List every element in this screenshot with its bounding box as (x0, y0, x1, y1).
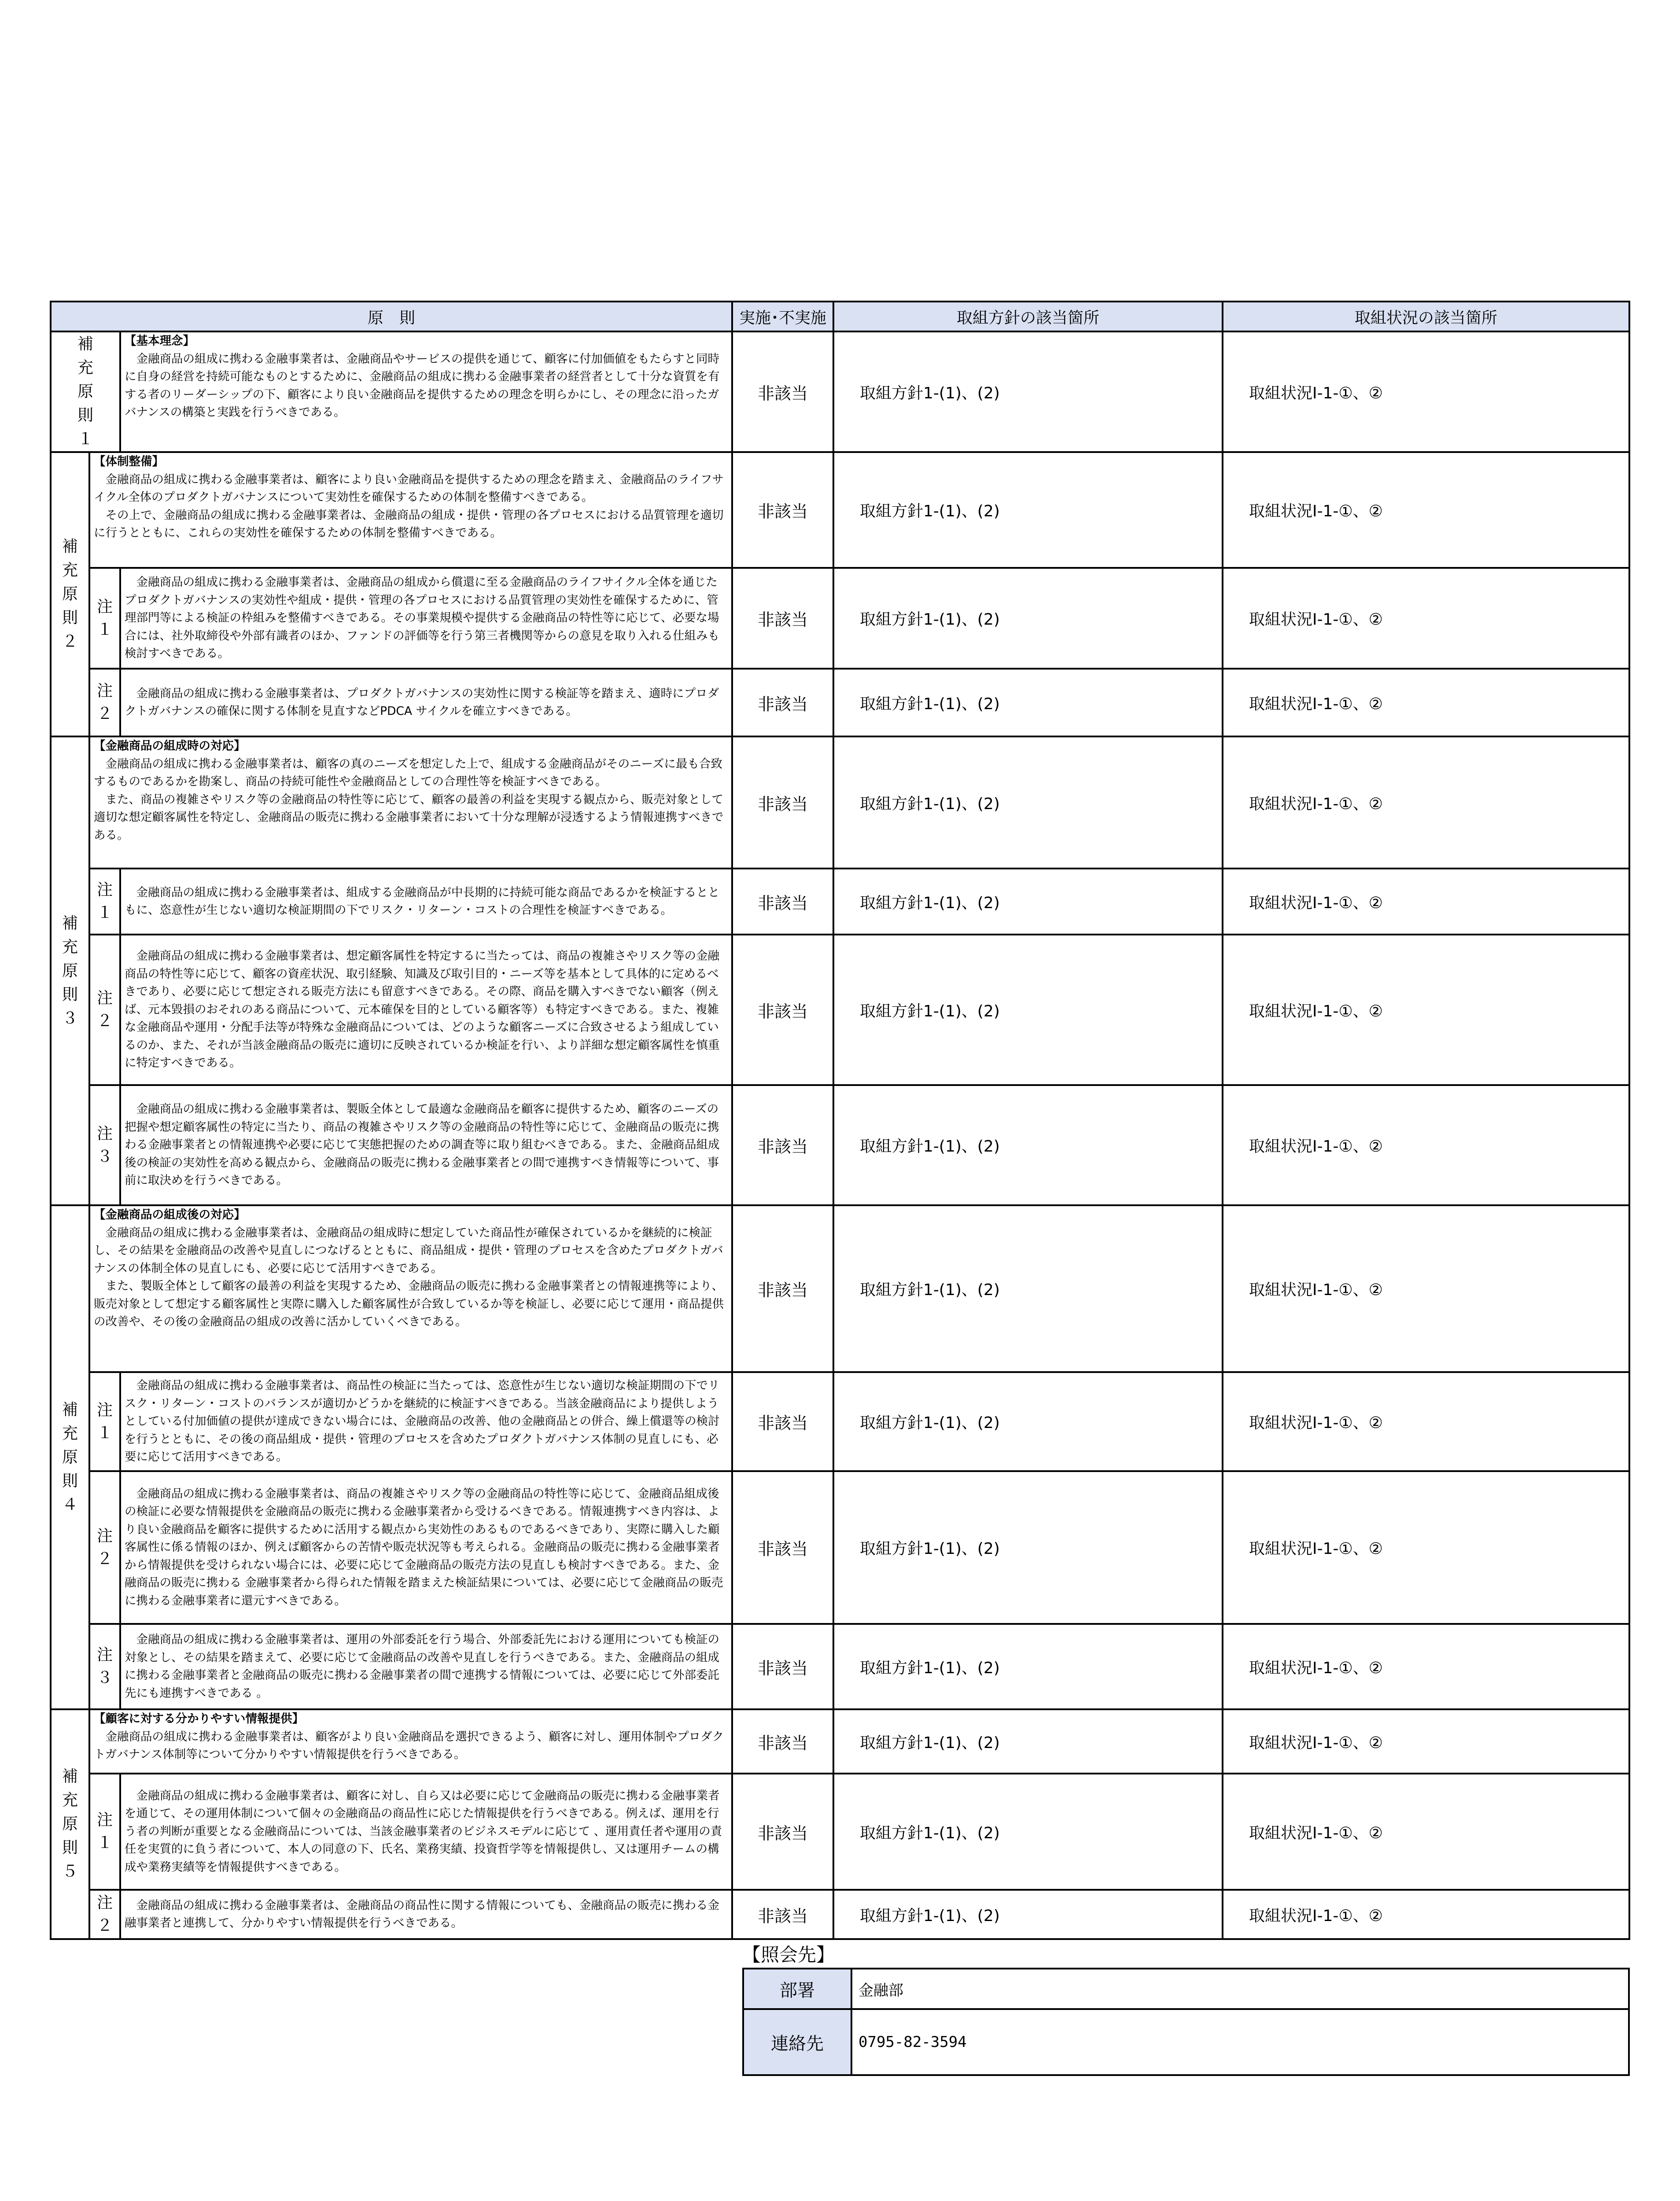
header-situation: 取組状況の該当箇所 (1223, 302, 1629, 331)
note-label (89, 1624, 120, 1709)
principle-caption: 【顧客に対する分かりやすい情報提供】 (94, 1712, 304, 1726)
principle-paragraph: 金融商品の組成に携わる金融事業者は、製販全体として最適な金融商品を顧客に提供するため、顧客のニーズの把握や想定顧客属性の特定に当たり、商品の複雑さやリスク等の金融商品の特性等に応じて、金融商品の販売に携わる金融事業者との情報連携や必要に応じて実態把握のための調査等に取り組むべきである。また、金融商品組成後の検証の実効性を高める観点から、金融商品の販売に携わる金融事業者との間で連携すべき情報等について、事前に取決めを行うべきである。 (125, 1102, 720, 1188)
principle-paragraph: 金融商品の組成に携わる金融事業者は、金融商品の商品性に関する情報についても、金融商品の販売に携わる金融事業者と連携して、分かりやすい情報提供を行うべきである。 (125, 1898, 719, 1930)
note-label (89, 669, 120, 736)
table-row (51, 935, 1629, 1085)
principle-paragraph: 金融商品の組成に携わる金融事業者は、顧客に対し、自ら又は必要に応じて金融商品の販売に携わる金融事業者を通じて、その運用体制について個々の金融商品の商品性に応じた情報提供を行うべきである。例えば、運用を行う者の判断が重要となる金融商品については、当該金融事業者のビジネスモデルに応じて 、運用責任者や運用の責任を実質的に負う者について、本人の同意の下、氏名、業務実績、投資哲学等を情報提供し、又は運用チームの構成や業務実績等を情報提供すべきである。 (125, 1789, 722, 1874)
note-label (89, 568, 120, 669)
note-label-text: 注２ (96, 682, 113, 723)
note-label (89, 1372, 120, 1471)
policy-reference: 取組方針1-(1)、(2) (833, 568, 1223, 669)
principle-text (120, 1890, 732, 1939)
note-label-text: 注１ (96, 597, 113, 639)
contact-heading: 【照会先】 (742, 1944, 835, 1965)
situation-reference: 取組状況Ⅰ-1-①、② (1223, 568, 1629, 669)
status-cell: 非該当 (732, 452, 833, 568)
principle-text (120, 1372, 732, 1471)
principles-table (50, 301, 1630, 1940)
principle-paragraph: また、商品の複雑さやリスク等の金融商品の特性等に応じて、顧客の最善の利益を実現する観点から、販売対象として適切な想定顧客属性を特定し、金融商品の販売に携わる金融事業者において十分な理解が浸透するよう情報連携すべきである。 (94, 792, 724, 842)
policy-reference: 取組方針1-(1)、(2) (833, 1624, 1223, 1709)
status-cell: 非該当 (732, 1624, 833, 1709)
policy-reference: 取組方針1-(1)、(2) (833, 1205, 1223, 1372)
note-label-text: 注３ (96, 1124, 113, 1166)
situation-reference: 取組状況Ⅰ-1-①、② (1223, 1774, 1629, 1890)
situation-reference: 取組状況Ⅰ-1-①、② (1223, 935, 1629, 1085)
phone-label: 連絡先 (743, 2009, 851, 2075)
policy-reference: 取組方針1-(1)、(2) (833, 935, 1223, 1085)
status-cell: 非該当 (732, 1471, 833, 1624)
principle-paragraph: また、製販全体として顧客の最善の利益を実現するため、金融商品の販売に携わる金融事業者との情報連携等により、販売対象として想定する顧客属性と実際に購入した顧客属性が合致しているか等を検証し、必要に応じて運用・商品提供の改善や、その後の金融商品の組成の改善に活かしていくべきである。 (94, 1279, 724, 1329)
principle-text (120, 935, 732, 1085)
situation-reference: 取組状況Ⅰ-1-①、② (1223, 1624, 1629, 1709)
table-row (51, 1890, 1629, 1939)
situation-reference: 取組状況Ⅰ-1-①、② (1223, 1709, 1629, 1774)
principle-paragraph: 金融商品の組成に携わる金融事業者は、商品性の検証に当たっては、恣意性が生じない適切な検証期間の下でリスク・リターン・コストのバランスが適切かどうかを継続的に検証すべきである。当該金融商品により提供しようとしている付加価値の提供が達成できない場合には、金融商品の改善、他の金融商品との併合、繰上償還等の検討を行うとともに、その後の商品組成・提供・管理のプロセスを含めたプロダクトガバナンス体制の見直しにも、必要に応じて活用すべきである。 (125, 1379, 720, 1464)
table-row (51, 331, 1629, 452)
header-principle: 原 則 (51, 302, 732, 331)
note-label-text: 注１ (96, 1401, 113, 1442)
principle-text (89, 736, 732, 869)
situation-reference: 取組状況Ⅰ-1-①、② (1223, 1372, 1629, 1471)
status-cell: 非該当 (732, 869, 833, 935)
principle-group-label (51, 452, 89, 736)
status-cell: 非該当 (732, 1085, 833, 1205)
principle-paragraph: 金融商品の組成に携わる金融事業者は、想定顧客属性を特定するに当たっては、商品の複雑さやリスク等の金融商品の特性等に応じて、顧客の資産状況、取引経験、知識及び取引目的・ニーズ等を基本として具体的に定めるべきであり、必要に応じて想定される販売方法にも留意すべきである。その際、商品を購入すべきでない顧客（例えば、元本毀損のおそれのある商品について、元本確保を目的としている顧客等）も特定すべきである。また、複雑な金融商品や運用・分配手法等が特殊な金融商品については、どのような顧客ニーズに合致させるよう組成しているのか、また、それが当該金融商品の販売に適切に反映されているか検証を行い、より詳細な想定顧客属性を慎重に特定すべきである。 (125, 949, 720, 1070)
principle-caption: 【体制整備】 (94, 455, 164, 468)
situation-reference: 取組状況Ⅰ-1-①、② (1223, 736, 1629, 869)
note-label (89, 869, 120, 935)
principle-group-label (51, 331, 120, 452)
principle-group-text: 補充原則２ (62, 537, 78, 651)
situation-reference: 取組状況Ⅰ-1-①、② (1223, 669, 1629, 736)
header-status: 実施･不実施 (732, 302, 833, 331)
principle-paragraph: 金融商品の組成に携わる金融事業者は、プロダクトガバナンスの実効性に関する検証等を踏まえ、適時にプロダクトガバナンスの確保に関する体制を見直すなどPDCA サイクルを確立すべきである。 (125, 686, 719, 718)
note-label-text: 注２ (96, 1527, 113, 1568)
situation-reference: 取組状況Ⅰ-1-①、② (1223, 1205, 1629, 1372)
situation-reference: 取組状況Ⅰ-1-①、② (1223, 1085, 1629, 1205)
header-policy: 取組方針の該当箇所 (833, 302, 1223, 331)
principle-text (120, 869, 732, 935)
contact-phone-row (743, 2009, 1629, 2075)
principle-group-label (51, 1709, 89, 1939)
status-cell: 非該当 (732, 669, 833, 736)
note-label-text: 注２ (96, 1894, 113, 1935)
principle-paragraph: 金融商品の組成に携わる金融事業者は、顧客により良い金融商品を提供するための理念を踏まえ、金融商品のライフサイクル全体のプロダクトガバナンスについて実効性を確保するための体制を整備すべきである。 (94, 472, 724, 504)
table-row (51, 736, 1629, 869)
note-label (89, 1774, 120, 1890)
policy-reference: 取組方針1-(1)、(2) (833, 1709, 1223, 1774)
note-label-text: 注１ (96, 1811, 113, 1852)
department-value: 金融部 (851, 1969, 1629, 2009)
note-label (89, 935, 120, 1085)
note-label-text: 注１ (96, 881, 113, 922)
principle-text (89, 1205, 732, 1372)
status-cell: 非該当 (732, 568, 833, 669)
principle-text (120, 669, 732, 736)
status-cell: 非該当 (732, 1372, 833, 1471)
principle-paragraph: 金融商品の組成に携わる金融事業者は、顧客がより良い金融商品を選択できるよう、顧客に対し、運用体制やプロダクトガバナンス体制等について分かりやすい情報提供を行うべきである。 (94, 1730, 724, 1761)
principle-caption: 【金融商品の組成時の対応】 (94, 739, 246, 753)
situation-reference: 取組状況Ⅰ-1-①、② (1223, 1890, 1629, 1939)
principle-text (89, 452, 732, 568)
principle-caption: 【基本理念】 (125, 334, 195, 348)
policy-reference: 取組方針1-(1)、(2) (833, 1471, 1223, 1624)
principle-text (120, 1774, 732, 1890)
phone-value: 0795-82-3594 (851, 2009, 1629, 2075)
policy-reference: 取組方針1-(1)、(2) (833, 736, 1223, 869)
policy-reference: 取組方針1-(1)、(2) (833, 1372, 1223, 1471)
principle-paragraph: 金融商品の組成に携わる金融事業者は、運用の外部委託を行う場合、外部委託先における運用についても検証の対象とし、その結果を踏まえて、必要に応じて金融商品の改善や見直しを行うべきである。また、金融商品の組成に携わる金融事業者と金融商品の販売に携わる金融事業者の間で連携する情報については、必要に応じて外部委託先にも連携すべきである 。 (125, 1633, 719, 1700)
contact-table (742, 1968, 1630, 2076)
principle-group-text: 補充原則１ (77, 335, 93, 448)
table-row (51, 1205, 1629, 1372)
contact-department-row (743, 1969, 1629, 2009)
principle-group-label (51, 736, 89, 1205)
policy-reference: 取組方針1-(1)、(2) (833, 1085, 1223, 1205)
principle-paragraph: 金融商品の組成に携わる金融事業者は、金融商品の組成から償還に至る金融商品のライフサイクル全体を通じたプロダクトガバナンスの実効性や組成・提供・管理の各プロセスにおける品質管理の実効性を確保するために、管理部門等による検証の枠組みを整備すべきである。その事業規模や提供する金融商品の特性等に応じて、必要な場合には、社外取締役や外部有識者のほか、ファンドの評価等を行う第三者機関等からの意見を取り入れる仕組みも検討すべきである。 (125, 575, 719, 661)
table-row (51, 1085, 1629, 1205)
status-cell: 非該当 (732, 1774, 833, 1890)
principle-text (89, 1709, 732, 1774)
policy-reference: 取組方針1-(1)、(2) (833, 869, 1223, 935)
note-label-text: 注３ (96, 1646, 113, 1687)
table-body (51, 331, 1629, 1939)
policy-reference: 取組方針1-(1)、(2) (833, 452, 1223, 568)
principle-group-text: 補充原則３ (62, 914, 78, 1027)
principle-group-text: 補充原則４ (62, 1400, 78, 1514)
policy-reference: 取組方針1-(1)、(2) (833, 1774, 1223, 1890)
table-row (51, 1372, 1629, 1471)
principle-paragraph: その上で、金融商品の組成に携わる金融事業者は、金融商品の組成・提供・管理の各プロセスにおける品質管理を適切に行うとともに、これらの実効性を確保するための体制を整備すべきである。 (94, 508, 724, 540)
status-cell: 非該当 (732, 331, 833, 452)
table-row (51, 452, 1629, 568)
note-label (89, 1471, 120, 1624)
table-row (51, 1471, 1629, 1624)
principle-group-text: 補充原則５ (62, 1767, 78, 1881)
table-header-row (51, 302, 1629, 331)
note-label (89, 1890, 120, 1939)
table-row (51, 1709, 1629, 1774)
department-label: 部署 (743, 1969, 851, 2009)
principle-paragraph: 金融商品の組成に携わる金融事業者は、商品の複雑さやリスク等の金融商品の特性等に応じて、金融商品組成後の検証に必要な情報提供を金融商品の販売に携わる金融事業者から受けるべきである。情報連携すべき内容は、より良い金融商品を顧客に提供するために活用する観点から実効性のあるものであるべきであり、実際に購入した顧客属性に係る情報のほか、例えば顧客からの苦情や販売状況等も考えられる。金融商品の販売に携わる金融事業者から情報提供を受けられない場合には、必要に応じて金融商品の販売方法の見直しも検討すべきである。また、金融商品の販売に携わる 金融事業者から得られた情報を踏まえた検証結果については、必要に応じて金融商品の販売に携わる金融事業者に還元すべきである。 (125, 1487, 723, 1608)
note-label-text: 注２ (96, 989, 113, 1030)
principle-paragraph: 金融商品の組成に携わる金融事業者は、顧客の真のニーズを想定した上で、組成する金融商品がそのニーズに最も合致するものであるかを勘案し、商品の持続可能性や金融商品としての合理性等を検証すべきである。 (94, 757, 722, 788)
table-row (51, 669, 1629, 736)
note-label (89, 1085, 120, 1205)
policy-reference: 取組方針1-(1)、(2) (833, 331, 1223, 452)
principle-caption: 【金融商品の組成後の対応】 (94, 1208, 246, 1222)
policy-reference: 取組方針1-(1)、(2) (833, 1890, 1223, 1939)
status-cell: 非該当 (732, 1709, 833, 1774)
situation-reference: 取組状況Ⅰ-1-①、② (1223, 1471, 1629, 1624)
table-row (51, 568, 1629, 669)
principle-paragraph: 金融商品の組成に携わる金融事業者は、金融商品の組成時に想定していた商品性が確保されているかを継続的に検証し、その結果を金融商品の改善や見直しにつなげるとともに、商品組成・提供・管理のプロセスを含めたプロダクトガバナンスの体制全体の見直しにも、必要に応じて活用すべきである。 (94, 1226, 723, 1275)
principle-text (120, 1085, 732, 1205)
principle-group-label (51, 1205, 89, 1709)
table-row (51, 1774, 1629, 1890)
situation-reference: 取組状況Ⅰ-1-①、② (1223, 452, 1629, 568)
situation-reference: 取組状況Ⅰ-1-①、② (1223, 869, 1629, 935)
status-cell: 非該当 (732, 1890, 833, 1939)
principle-paragraph: 金融商品の組成に携わる金融事業者は、金融商品やサービスの提供を通じて、顧客に付加価値をもたらすと同時に自身の経営を持続可能なものとするために、金融商品の組成に携わる金融事業者の経営者として十分な資質を有する者のリーダーシップの下、顧客により良い金融商品を提供するための理念を明らかにし、その理念に沿ったガバナンスの構築と実践を行うべきである。 (125, 352, 720, 419)
status-cell: 非該当 (732, 736, 833, 869)
policy-reference: 取組方針1-(1)、(2) (833, 669, 1223, 736)
table-row (51, 869, 1629, 935)
table-row (51, 1624, 1629, 1709)
principle-paragraph: 金融商品の組成に携わる金融事業者は、組成する金融商品が中長期的に持続可能な商品であるかを検証するとともに、恣意性が生じない適切な検証期間の下でリスク・リターン・コストの合理性を検証すべきである。 (125, 885, 720, 917)
principle-text (120, 1624, 732, 1709)
status-cell: 非該当 (732, 1205, 833, 1372)
principle-text (120, 331, 732, 452)
principle-text (120, 1471, 732, 1624)
principle-text (120, 568, 732, 669)
status-cell: 非該当 (732, 935, 833, 1085)
situation-reference: 取組状況Ⅰ-1-①、② (1223, 331, 1629, 452)
